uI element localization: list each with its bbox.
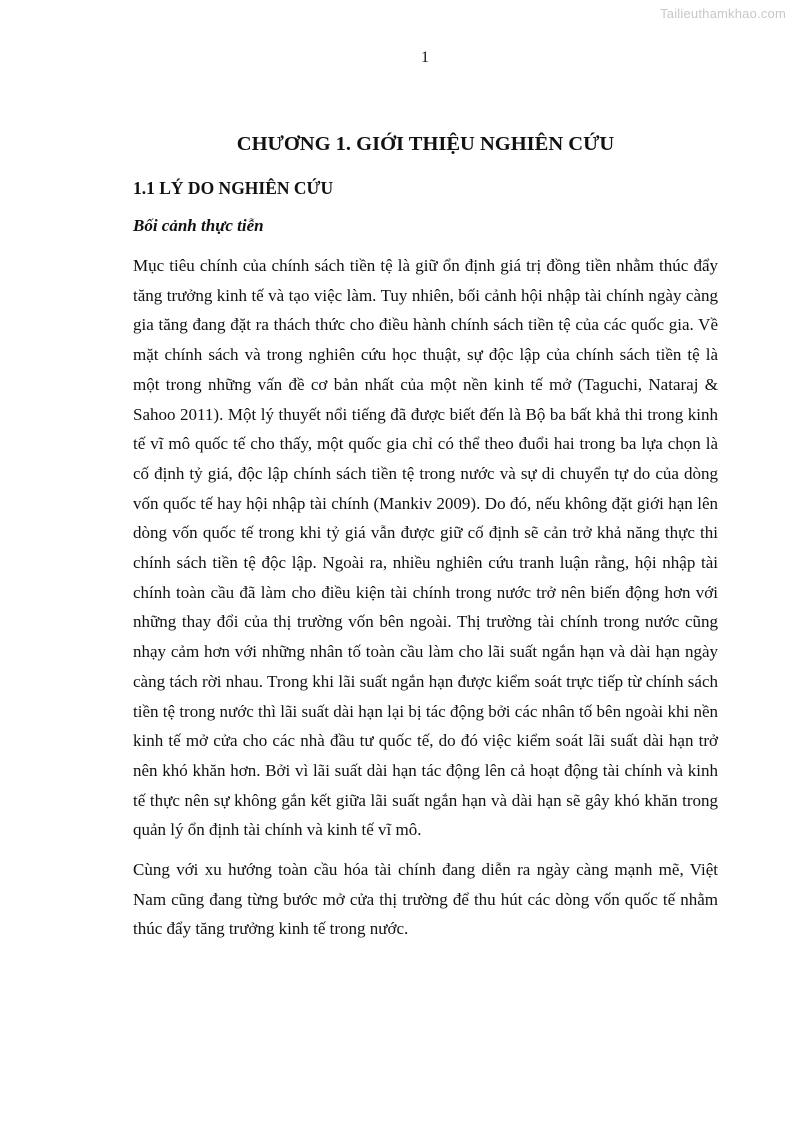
page-number: 1 (421, 49, 429, 66)
body-paragraph-1: Mục tiêu chính của chính sách tiền tệ là giữ ổn định giá trị đồng tiền nhằm thúc đẩy tăng trưởng kinh tế và tạo việc làm. Tuy nhiên, bối cảnh hội nhập tài chính ngày càng gia tăng đang đặt ra thách thức cho điều hành chính sách tiền tệ của các quốc gia. Về mặt chính sách và trong nghiên cứu học thuật, sự độc lập của chính sách tiền tệ là một trong những vấn đề cơ bản nhất của một nền kinh tế mở (Taguchi, Nataraj & Sahoo 2011). Một lý thuyết nổi tiếng đã được biết đến là Bộ ba bất khả thi trong kinh tế vĩ mô quốc tế cho thấy, một quốc gia chỉ có thể theo đuổi hai trong ba lựa chọn là cố định tỷ giá, độc lập chính sách tiền tệ trong nước và sự di chuyển tự do của dòng vốn quốc tế hay hội nhập tài chính (Mankiv 2009). Do đó, nếu không đặt giới hạn lên dòng vốn quốc tế trong khi tỷ giá vẫn được giữ cố định sẽ cản trở khả năng thực thi chính sách tiền tệ độc lập. Ngoài ra, nhiều nghiên cứu tranh luận rằng, hội nhập tài chính toàn cầu đã làm cho điều kiện tài chính trong nước trở nên biến động hơn với những thay đổi của thị trường vốn bên ngoài. Thị trường tài chính trong nước cũng nhạy cảm hơn với những nhân tố toàn cầu làm cho lãi suất ngắn hạn và dài hạn ngày càng tách rời nhau. Trong khi lãi suất ngắn hạn được kiểm soát trực tiếp từ chính sách tiền tệ trong nước thì lãi suất dài hạn lại bị tác động bởi các nhân tố bên ngoài khi nền kinh tế mở cửa cho các nhà đầu tư quốc tế, do đó việc kiểm soát lãi suất dài hạn trở nên khó khăn hơn. Bởi vì lãi suất dài hạn tác động lên cả hoạt động tài chính và kinh tế thực nên sự không gắn kết giữa lãi suất ngắn hạn và dài hạn sẽ gây khó khăn trong quản lý ổn định tài chính và kinh tế vĩ mô. (133, 256, 718, 840)
chapter-title: CHƯƠNG 1. GIỚI THIỆU NGHIÊN CỨU (236, 133, 615, 155)
watermark: Tailieuthamkhao.com (660, 6, 786, 21)
body-paragraph-2: Cùng với xu hướng toàn cầu hóa tài chính đang diễn ra ngày càng mạnh mẽ, Việt Nam cũng đang từng bước mở cửa thị trường để thu hút các dòng vốn quốc tế nhằm thúc đẩy tăng trưởng kinh tế trong nước. (133, 860, 718, 939)
section-heading: 1.1 LÝ DO NGHIÊN CỨU (133, 178, 334, 198)
subheading: Bối cảnh thực tiễn (133, 216, 264, 235)
